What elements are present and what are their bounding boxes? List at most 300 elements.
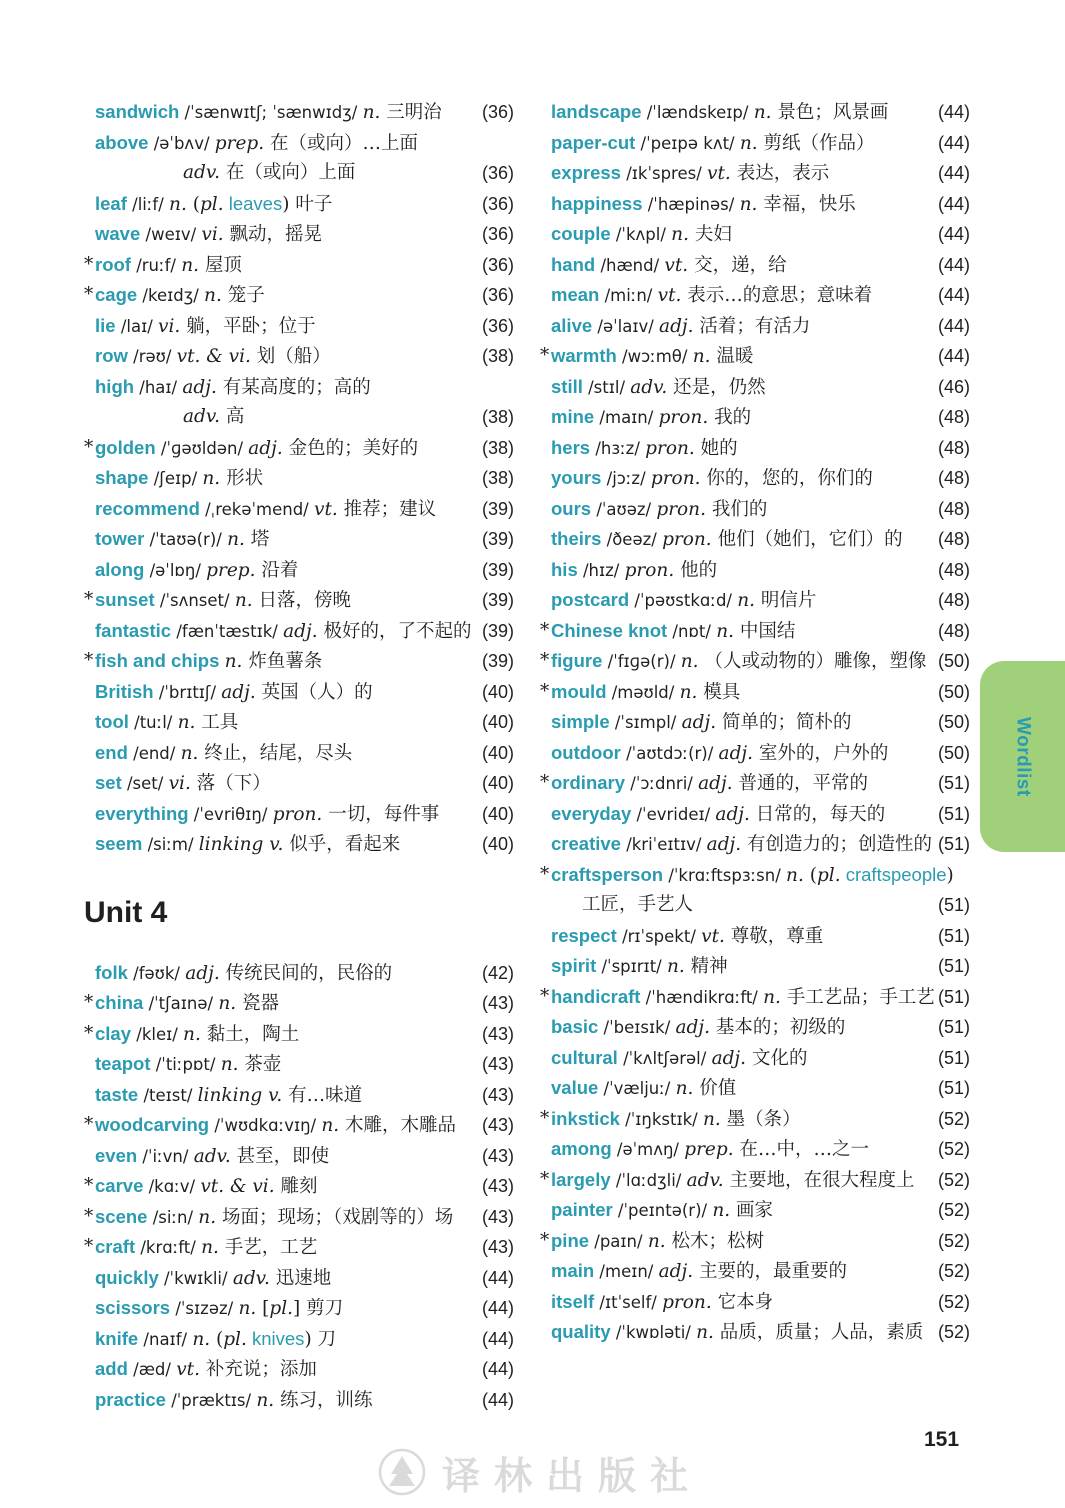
definition: 日落，傍晚 [252,590,352,611]
headword: knife [95,1327,139,1349]
definition: 在…中，…之一 [733,1139,869,1160]
entry-content [551,951,728,983]
phonetic: /meɪn/ [594,1262,659,1281]
definition: 室外的，户外的 [753,742,889,764]
definition: 划（船） [250,346,331,367]
entry-content [551,1012,845,1044]
entry-content [95,524,269,556]
headword: alive [551,314,593,336]
word-entry [540,1134,970,1165]
page-reference: (36) [481,163,514,183]
page-reference: (48) [937,620,970,641]
word-entry [84,585,514,616]
word-entry [540,341,970,372]
definition: 主要地，在很大程度上 [723,1169,915,1191]
definition: 茶壶 [238,1054,282,1075]
phonetic: /hɜːz/ [590,438,646,458]
headword: end [95,741,128,763]
word-entry [540,402,970,433]
page-reference: (40) [481,834,514,854]
phonetic: /miːn/ [599,286,658,305]
phonetic: /ʃeɪp/ [148,469,203,488]
entry-content [551,768,868,800]
page-reference: (51) [937,803,970,824]
part-of-speech: n. [220,1054,239,1075]
definition: 模具 [697,681,741,703]
word-entry [540,524,970,555]
new-word-star: * [84,992,94,1013]
definition: 笼子 [221,285,265,306]
page-reference: (38) [481,346,514,366]
definition: 她的 [694,437,738,459]
headword: spirit [551,955,597,976]
headword: quickly [95,1266,159,1288]
part-of-speech: n. [234,590,253,611]
definition: （人或动物的）雕像，塑像 [698,651,927,672]
definition: 活着；有活力 [693,315,811,337]
page-reference: (51) [937,1017,970,1037]
headword: mean [551,284,600,305]
phonetic: /ˈvæljuː/ [598,1079,676,1098]
entry-content [95,1049,281,1081]
unit-3-entries [84,97,514,860]
word-entry [540,372,970,403]
part-of-speech: n. [739,193,758,215]
new-word-star: * [84,284,94,305]
entry-content [95,1110,456,1142]
definition: 工匠，手艺人 [582,894,694,915]
part-of-speech: n. [786,864,804,886]
part-of-speech: adj. [659,315,694,337]
part-of-speech: adj. [711,1047,747,1069]
page-reference: (51) [937,1047,970,1068]
entry-content [95,616,472,648]
part-of-speech: vi. [158,315,181,337]
definition: 你的，您的，你们的 [700,468,873,489]
part-of-speech: n. [753,102,772,123]
word-entry [84,524,514,555]
word-entry [540,433,970,464]
page-reference: (43) [481,1237,514,1257]
phonetic: /set/ [121,774,169,793]
headword: handicraft [551,985,641,1007]
entry-content [551,1256,847,1288]
definition: 炸鱼薯条 [242,651,323,672]
part-of-speech: adj. [718,742,754,764]
entry-content [551,433,738,465]
page-reference: (44) [937,132,970,153]
part-of-speech: adj. [675,1017,710,1038]
definition: 品质，质量；人品，素质 [713,1322,924,1343]
definition: 瓷器 [236,993,280,1014]
headword: fantastic [95,619,172,641]
page-reference: (44) [937,285,970,305]
headword: golden [95,436,156,458]
new-word-star: * [540,1107,550,1129]
phonetic: /məʊld/ [606,682,680,702]
page-reference: (44) [937,193,970,214]
phonetic: /hænd/ [595,255,665,275]
entry-content [95,219,322,251]
page-reference: (40) [481,803,514,824]
word-entry [540,1287,970,1318]
word-entry [84,707,514,738]
headword: recommend [95,497,200,519]
part-of-speech: adv. [193,1145,231,1167]
part-of-speech: vt. [314,498,338,520]
part-of-speech: vt. [176,1359,200,1380]
new-word-star: * [540,345,550,366]
page-reference: (44) [481,1328,514,1349]
word-entry [540,1317,970,1348]
page-reference: (38) [481,407,514,427]
part-of-speech: vt. [657,285,682,306]
word-entry [84,372,514,403]
part-of-speech: n. [712,1200,731,1221]
plural-form: leaves [223,192,283,214]
watermark-text: 译林出版社 [442,1452,703,1498]
page-reference: (36) [481,315,514,336]
entry-content [551,372,766,404]
phonetic: /ˈsɪmpl/ [609,713,682,732]
page-reference: (52) [937,1200,970,1220]
definition: 沿着 [255,559,299,581]
phonetic: /ˈɪŋkstɪk/ [619,1109,703,1129]
definition: 景色；风景画 [771,102,889,123]
phonetic: /ˈkʌltʃərəl/ [617,1048,712,1068]
headword: inkstick [551,1107,620,1129]
definition: ( [803,864,817,886]
definition: 屋顶 [198,254,242,276]
word-entry [540,250,970,281]
page-reference: (43) [481,1054,514,1074]
phonetic: /əˈmʌŋ/ [611,1140,685,1159]
entry-content [551,128,875,160]
entry-content [551,311,810,343]
headword: happiness [551,192,643,214]
part-of-speech: adj. [221,681,256,703]
word-entry [84,1019,514,1050]
entry-content [551,799,885,831]
definition: 似乎，看起来 [283,834,401,855]
definition: 金色的；美好的 [282,437,419,459]
entry-content [95,341,331,373]
entry-content [551,921,823,953]
page-reference: (46) [937,376,970,397]
word-entry [84,1202,514,1233]
word-entry [84,311,514,342]
new-word-star: * [84,1205,94,1227]
page-reference: (40) [481,742,514,763]
word-entry [540,463,970,494]
headword: quality [551,1321,611,1342]
headword: wave [95,223,141,244]
phonetic: /ɪkˈspres/ [620,164,708,183]
part-of-speech: n. [696,1322,714,1343]
word-entry [84,1263,514,1294]
headword: sandwich [95,101,180,122]
definition: 有…味道 [282,1084,363,1106]
word-entry [540,1256,970,1287]
headword: express [551,162,621,183]
part-of-speech: n. [321,1115,340,1136]
phonetic: /æd/ [127,1360,177,1379]
headword: taste [95,1083,139,1105]
part-of-speech: vi. [168,773,191,794]
word-entry [84,494,514,525]
entry-content [551,402,751,434]
headword: clay [95,1022,132,1044]
page-reference: (40) [481,773,514,793]
entry-content [95,311,316,343]
headword: cage [95,284,138,305]
part-of-speech: pron. [645,437,695,459]
headword: everyday [551,802,632,824]
phonetic: /ˈfɪɡə(r)/ [602,652,681,671]
headword: roof [95,253,131,275]
phonetic: /ˈhæpinəs/ [642,194,740,214]
phonetic: /laɪ/ [115,316,159,336]
part-of-speech: n. [671,224,689,245]
part-of-speech: adv. [630,376,668,398]
part-of-speech: linking v. [198,834,284,855]
entry-content [551,738,888,770]
new-word-star: * [84,436,94,458]
entry-content [95,1385,373,1417]
headword: add [95,1358,128,1379]
headword: still [551,375,583,397]
headword: woodcarving [95,1114,210,1135]
page-reference: (48) [937,529,970,549]
headword: above [95,131,149,153]
part-of-speech: n. [177,712,196,733]
definition: 雕刻 [274,1176,318,1197]
entry-content [551,250,787,282]
definition: 推荐；建议 [337,498,437,520]
part-of-speech: prep. [214,132,265,154]
headword: everything [95,802,189,824]
entry-content [95,433,418,465]
word-entry [84,1141,514,1172]
word-entry [84,768,514,799]
unit-4-entries [84,958,514,1416]
new-word-star: * [84,1022,94,1044]
definition: 三明治 [380,102,442,123]
entry-content [95,189,332,221]
phonetic: /ˈkwɪkli/ [158,1268,233,1288]
phonetic: /ðeəz/ [601,530,663,549]
page-reference: (36) [481,285,514,305]
headword: scissors [95,1297,171,1318]
wordlist-side-tab[interactable] [980,661,1065,852]
entry-content [95,1171,317,1203]
unit-4-entries-continued [540,97,970,1348]
page-reference: (48) [937,590,970,610]
entry-content [95,988,279,1020]
part-of-speech: n. [181,254,199,276]
definition: 练习，训练 [274,1389,373,1411]
phonetic: /kleɪ/ [131,1024,184,1044]
entry-content [551,1165,915,1197]
headword: landscape [551,101,642,122]
definition: 我的 [708,407,752,428]
entry-content [551,189,856,221]
phonetic: /əˈlɒŋ/ [144,560,207,580]
page-reference: (44) [481,1267,514,1288]
new-word-star: * [540,1229,550,1251]
entry-content [551,1226,764,1258]
phonetic: /naɪf/ [138,1329,193,1349]
page-reference: (43) [481,1115,514,1135]
page-reference: (39) [481,529,514,549]
page-reference: (39) [481,498,514,519]
plural-label: pl. [816,864,841,886]
word-entry [84,738,514,769]
definition: 终止，结尾，尽头 [198,742,353,764]
phonetic: /tuːl/ [128,713,178,732]
headword: craft [95,1236,136,1257]
word-entry [84,958,514,989]
definition: 一切，每件事 [322,803,440,825]
definition: 简单的；简朴的 [716,712,852,733]
definition: 高 [220,406,245,427]
headword: main [551,1260,595,1281]
page-reference: (48) [937,437,970,458]
entry-content [551,494,767,526]
page-reference: (44) [481,1298,514,1318]
word-entry [84,1293,514,1324]
headword: high [95,375,135,397]
definition: 有某高度的；高的 [216,376,371,398]
entry-content [95,646,322,678]
word-entry [84,1080,514,1111]
phonetic: /ˈtʃaɪnə/ [143,994,219,1013]
word-entry [540,555,970,586]
part-of-speech: adj. [681,712,717,733]
entry-content [95,1202,453,1234]
part-of-speech: linking v. [197,1084,283,1106]
phonetic: /ˈspɪrɪt/ [596,957,667,976]
new-word-star: * [540,680,550,702]
headword: even [95,1144,138,1166]
headword: tool [95,711,129,732]
part-of-speech: n. [739,132,758,154]
page-reference: (36) [481,254,514,275]
part-of-speech: n. [201,1237,219,1258]
new-word-star: * [84,1175,94,1196]
page-reference: (39) [481,559,514,580]
part-of-speech: n. [227,529,245,550]
part-of-speech: n. [218,993,237,1014]
word-entry [84,799,514,830]
entry-content [95,707,238,739]
phonetic: /ˈsænwɪtʃ; ˈsænwɪdʒ/ [179,103,363,122]
phonetic: /jɔːz/ [601,469,651,488]
entry-content [95,128,418,160]
definition: 画家 [730,1200,774,1221]
page-reference: (43) [481,1176,514,1196]
phonetic: /ˈaʊtdɔː(r)/ [620,743,719,763]
part-of-speech: n. [362,102,381,123]
definition: ( [186,193,200,215]
definition: 甚至，即使 [230,1145,330,1167]
entry-content [551,829,932,861]
entry-content [95,494,436,526]
word-entry [540,768,970,799]
headword: cultural [551,1046,618,1068]
headword: postcard [551,589,630,610]
headword: carve [95,1175,144,1196]
new-word-star: * [540,772,550,793]
plural-label: pl. [269,1298,293,1319]
phonetic: /əˈbʌv/ [148,133,215,153]
definition: 英国（人）的 [255,681,373,703]
definition: 在（或向）上面 [220,162,356,183]
definition: 夫妇 [688,224,732,245]
part-of-speech: adv. [183,406,221,427]
phonetic: /fænˈtæstɪk/ [171,621,284,641]
phonetic: /stɪl/ [582,377,631,397]
part-of-speech: adj. [185,962,220,984]
word-entry [84,1110,514,1141]
entry-content [95,1232,317,1264]
page-reference: (44) [937,163,970,183]
headword: folk [95,961,128,983]
headword: mine [551,406,595,427]
entry-content [551,646,926,678]
phonetic: /krɑːft/ [135,1238,202,1257]
definition: 我们的 [705,498,768,520]
part-of-speech: pron. [662,529,712,550]
headword: craftsperson [551,863,664,885]
word-entry [540,585,970,616]
entry-continuation [540,890,970,921]
phonetic: /paɪn/ [589,1231,648,1251]
headword: warmth [551,345,617,366]
phonetic: /maɪn/ [594,408,659,427]
part-of-speech: pron. [658,407,709,428]
definition: 表示…的意思；意味着 [681,285,873,306]
part-of-speech: n. [647,1230,666,1252]
phonetic: /ˈtaʊə(r)/ [144,530,228,549]
word-entry [84,250,514,281]
entry-content [551,677,740,709]
page-reference: (44) [481,1359,514,1379]
headword: seem [95,833,143,854]
page-reference: (43) [481,993,514,1013]
entry-content [183,158,355,189]
part-of-speech: n. [204,285,222,306]
headword: figure [551,650,603,671]
entry-continuation [84,158,514,189]
headword: couple [551,223,611,244]
headword: largely [551,1168,611,1190]
page-reference: (52) [937,1108,970,1129]
headword: scene [95,1205,148,1227]
definition: 场面；现场；（戏剧等的）场 [216,1206,454,1228]
word-entry [540,829,970,860]
phonetic: /haɪ/ [134,377,183,397]
phonetic: /rɪˈspekt/ [616,926,702,946]
new-word-star: * [540,619,550,641]
entry-content [551,1287,773,1319]
new-word-star: * [84,1114,94,1135]
word-entry [540,1195,970,1226]
definition: ] 剪刀 [293,1298,344,1319]
phonetic: /liːf/ [126,194,170,214]
page-reference: (40) [481,712,514,732]
part-of-speech: pron. [272,803,323,825]
